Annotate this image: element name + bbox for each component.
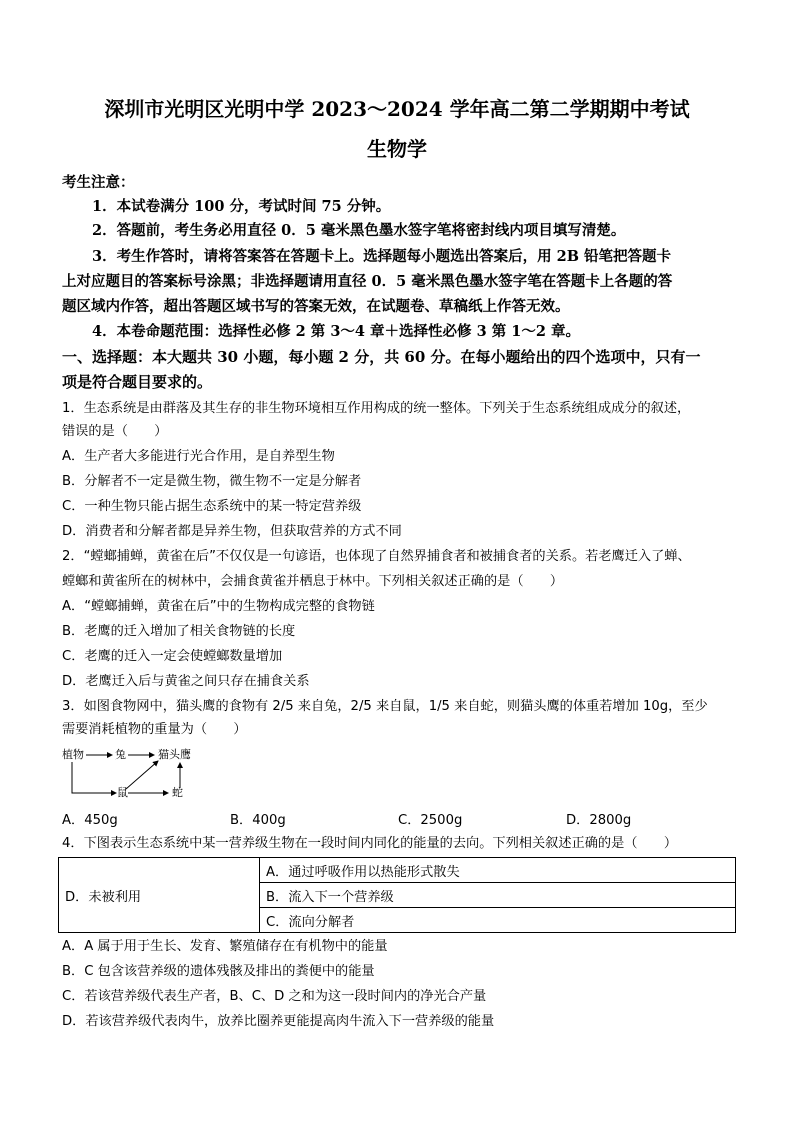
notice-item-1: 1．本试卷满分 100 分，考试时间 75 分钟。 xyxy=(92,198,391,215)
q2-option-b: B．老鹰的迁入增加了相关食物链的长度 xyxy=(62,624,296,639)
exam-title: 深圳市光明区光明中学 2023～2024 学年高二第二学期期中考试 xyxy=(104,97,690,121)
exam-subject: 生物学 xyxy=(367,137,427,161)
table-cell-decomposer: C．流向分解者 xyxy=(260,908,736,933)
q2-stem-line1: 2．“螳螂捕蝉，黄雀在后”不仅仅是一句谚语，也体现了自然界捕食者和被捕食者的关系。若老鹰迁入了蝉、 xyxy=(62,549,691,564)
energy-flow-table xyxy=(58,857,736,933)
table-cell-unused: D．未被利用 xyxy=(59,858,260,933)
node-mouse: 鼠 xyxy=(117,786,128,799)
section-heading-line1: 一、选择题：本大题共 30 小题，每小题 2 分，共 60 分。在每小题给出的四个选项中，只有一 xyxy=(62,348,701,366)
notice-item-3-cont-2: 题区域内作答，超出答题区域书写的答案无效，在试题卷、草稿纸上作答无效。 xyxy=(62,298,570,315)
q2-option-d: D．老鹰迁入后与黄雀之间只存在捕食关系 xyxy=(62,674,310,689)
notice-label: 考生注意： xyxy=(62,174,135,191)
table-cell-next-level: B．流入下一个营养级 xyxy=(260,883,736,908)
q1-option-b: B．分解者不一定是微生物，微生物不一定是分解者 xyxy=(62,474,362,489)
q1-option-a: A．生产者大多能进行光合作用，是自养型生物 xyxy=(62,449,335,464)
notice-item-3: 3．考生作答时，请将答案答在答题卡上。选择题每小题选出答案后，用 2B 铅笔把答题卡 xyxy=(92,248,672,265)
table-cell-respiration: A．通过呼吸作用以热能形式散失 xyxy=(260,858,736,883)
node-rabbit: 兔 xyxy=(115,748,126,761)
q3-stem-line2: 需要消耗植物的重量为（ ） xyxy=(62,722,247,737)
food-web-diagram xyxy=(62,746,202,802)
table-row xyxy=(59,858,736,883)
q4-option-c: C．若该营养级代表生产者，B、C、D 之和为这一段时间内的净光合产量 xyxy=(62,989,487,1004)
q3-option-c: C．2500g xyxy=(398,813,463,828)
notice-item-2: 2．答题前，考生务必用直径 0．5 毫米黑色墨水签字笔将密封线内项目填写清楚。 xyxy=(92,222,626,239)
notice-item-3-cont-1: 上对应题目的答案标号涂黑；非选择题请用直径 0．5 毫米黑色墨水签字笔在答题卡上各题的答 xyxy=(62,273,673,290)
q3-option-a: A．450g xyxy=(62,813,118,828)
q3-option-b: B．400g xyxy=(230,813,286,828)
node-plant: 植物 xyxy=(62,748,84,761)
q3-stem-line1: 3．如图食物网中，猫头鹰的食物有 2/5 来自兔，2/5 来自鼠，1/5 来自蛇，则猫头鹰的体重若增加 10g，至少 xyxy=(62,699,708,714)
q2-option-c: C．老鹰的迁入一定会使螳螂数量增加 xyxy=(62,649,283,664)
q1-option-d: D．消费者和分解者都是异养生物，但获取营养的方式不同 xyxy=(62,524,402,539)
q1-stem-line2: 错误的是（ ） xyxy=(62,424,168,439)
q4-option-b: B．C 包含该营养级的遗体残骸及排出的粪便中的能量 xyxy=(62,964,375,979)
q4-stem: 4．下图表示生态系统中某一营养级生物在一段时间内同化的能量的去向。下列相关叙述正确的是（ ） xyxy=(62,836,678,851)
q2-option-a: A．“螳螂捕蝉，黄雀在后”中的生物构成完整的食物链 xyxy=(62,599,375,614)
node-owl: 猫头鹰 xyxy=(158,748,191,761)
node-snake: 蛇 xyxy=(172,786,183,799)
q3-option-d: D．2800g xyxy=(566,813,632,828)
section-heading-line2: 项是符合题目要求的。 xyxy=(62,373,213,391)
notice-item-4: 4．本卷命题范围：选择性必修 2 第 3～4 章＋选择性必修 3 第 1～2 章。 xyxy=(92,323,581,340)
q4-option-d: D．若该营养级代表肉牛，放养比圈养更能提高肉牛流入下一营养级的能量 xyxy=(62,1014,495,1029)
q1-stem-line1: 1．生态系统是由群落及其生存的非生物环境相互作用构成的统一整体。下列关于生态系统组成成分的叙述， xyxy=(62,401,691,416)
q4-option-a: A．A 属于用于生长、发育、繁殖储存在有机物中的能量 xyxy=(62,939,388,954)
q1-option-c: C．一种生物只能占据生态系统中的某一特定营养级 xyxy=(62,499,362,514)
q2-stem-line2: 螳螂和黄雀所在的树林中，会捕食黄雀并栖息于林中。下列相关叙述正确的是（ ） xyxy=(62,574,564,589)
